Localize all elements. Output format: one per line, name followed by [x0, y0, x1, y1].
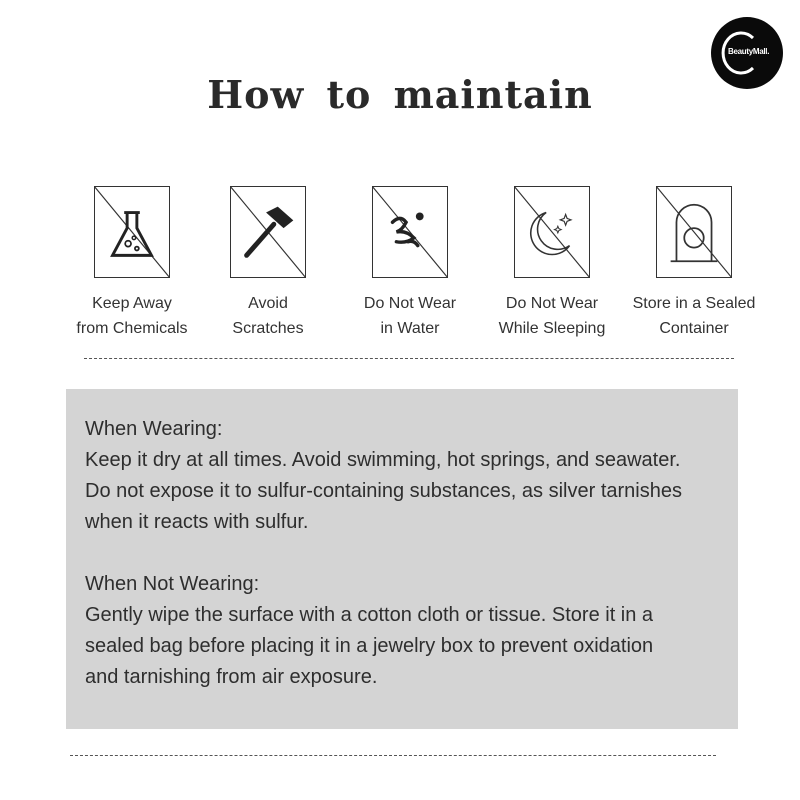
flask-icon	[94, 186, 170, 278]
care-item-chemicals	[60, 186, 204, 341]
not-wearing-heading: When Not Wearing:	[85, 573, 260, 595]
care-item-sleeping	[480, 186, 624, 341]
care-item-container	[622, 186, 766, 341]
container-icon	[656, 186, 732, 278]
care-label: Keep Away from Chemicals	[76, 295, 188, 337]
care-icons-row	[60, 186, 770, 346]
care-label: Do Not Wear in Water	[363, 295, 457, 337]
logo-text: BeautyMall.	[728, 47, 770, 56]
not-wearing-text: Gently wipe the surface with a cotton cloth or tissue. Store it in a sealed bag before placing it in a jewelry box to prevent oxidation and tarnishing from air exposure.	[85, 604, 654, 688]
care-label: Store in a Sealed Container	[632, 295, 756, 337]
care-item-scratches	[196, 186, 340, 341]
page-title: How to maintain	[207, 72, 593, 117]
moon-icon	[514, 186, 590, 278]
wearing-heading: When Wearing:	[85, 418, 223, 440]
hammer-icon	[230, 186, 306, 278]
wearing-text: Keep it dry at all times. Avoid swimming, hot springs, and seawater. Do not expose it to sulfur-containing substances, as silver tarnishes when it reacts with sulfur.	[85, 449, 682, 533]
care-item-water	[338, 186, 482, 341]
care-instructions-panel	[66, 389, 738, 729]
divider-top	[84, 358, 734, 359]
care-label: Avoid Scratches	[232, 295, 304, 337]
swimmer-icon	[372, 186, 448, 278]
care-label: Do Not Wear While Sleeping	[498, 295, 606, 337]
divider-bottom	[70, 755, 716, 756]
